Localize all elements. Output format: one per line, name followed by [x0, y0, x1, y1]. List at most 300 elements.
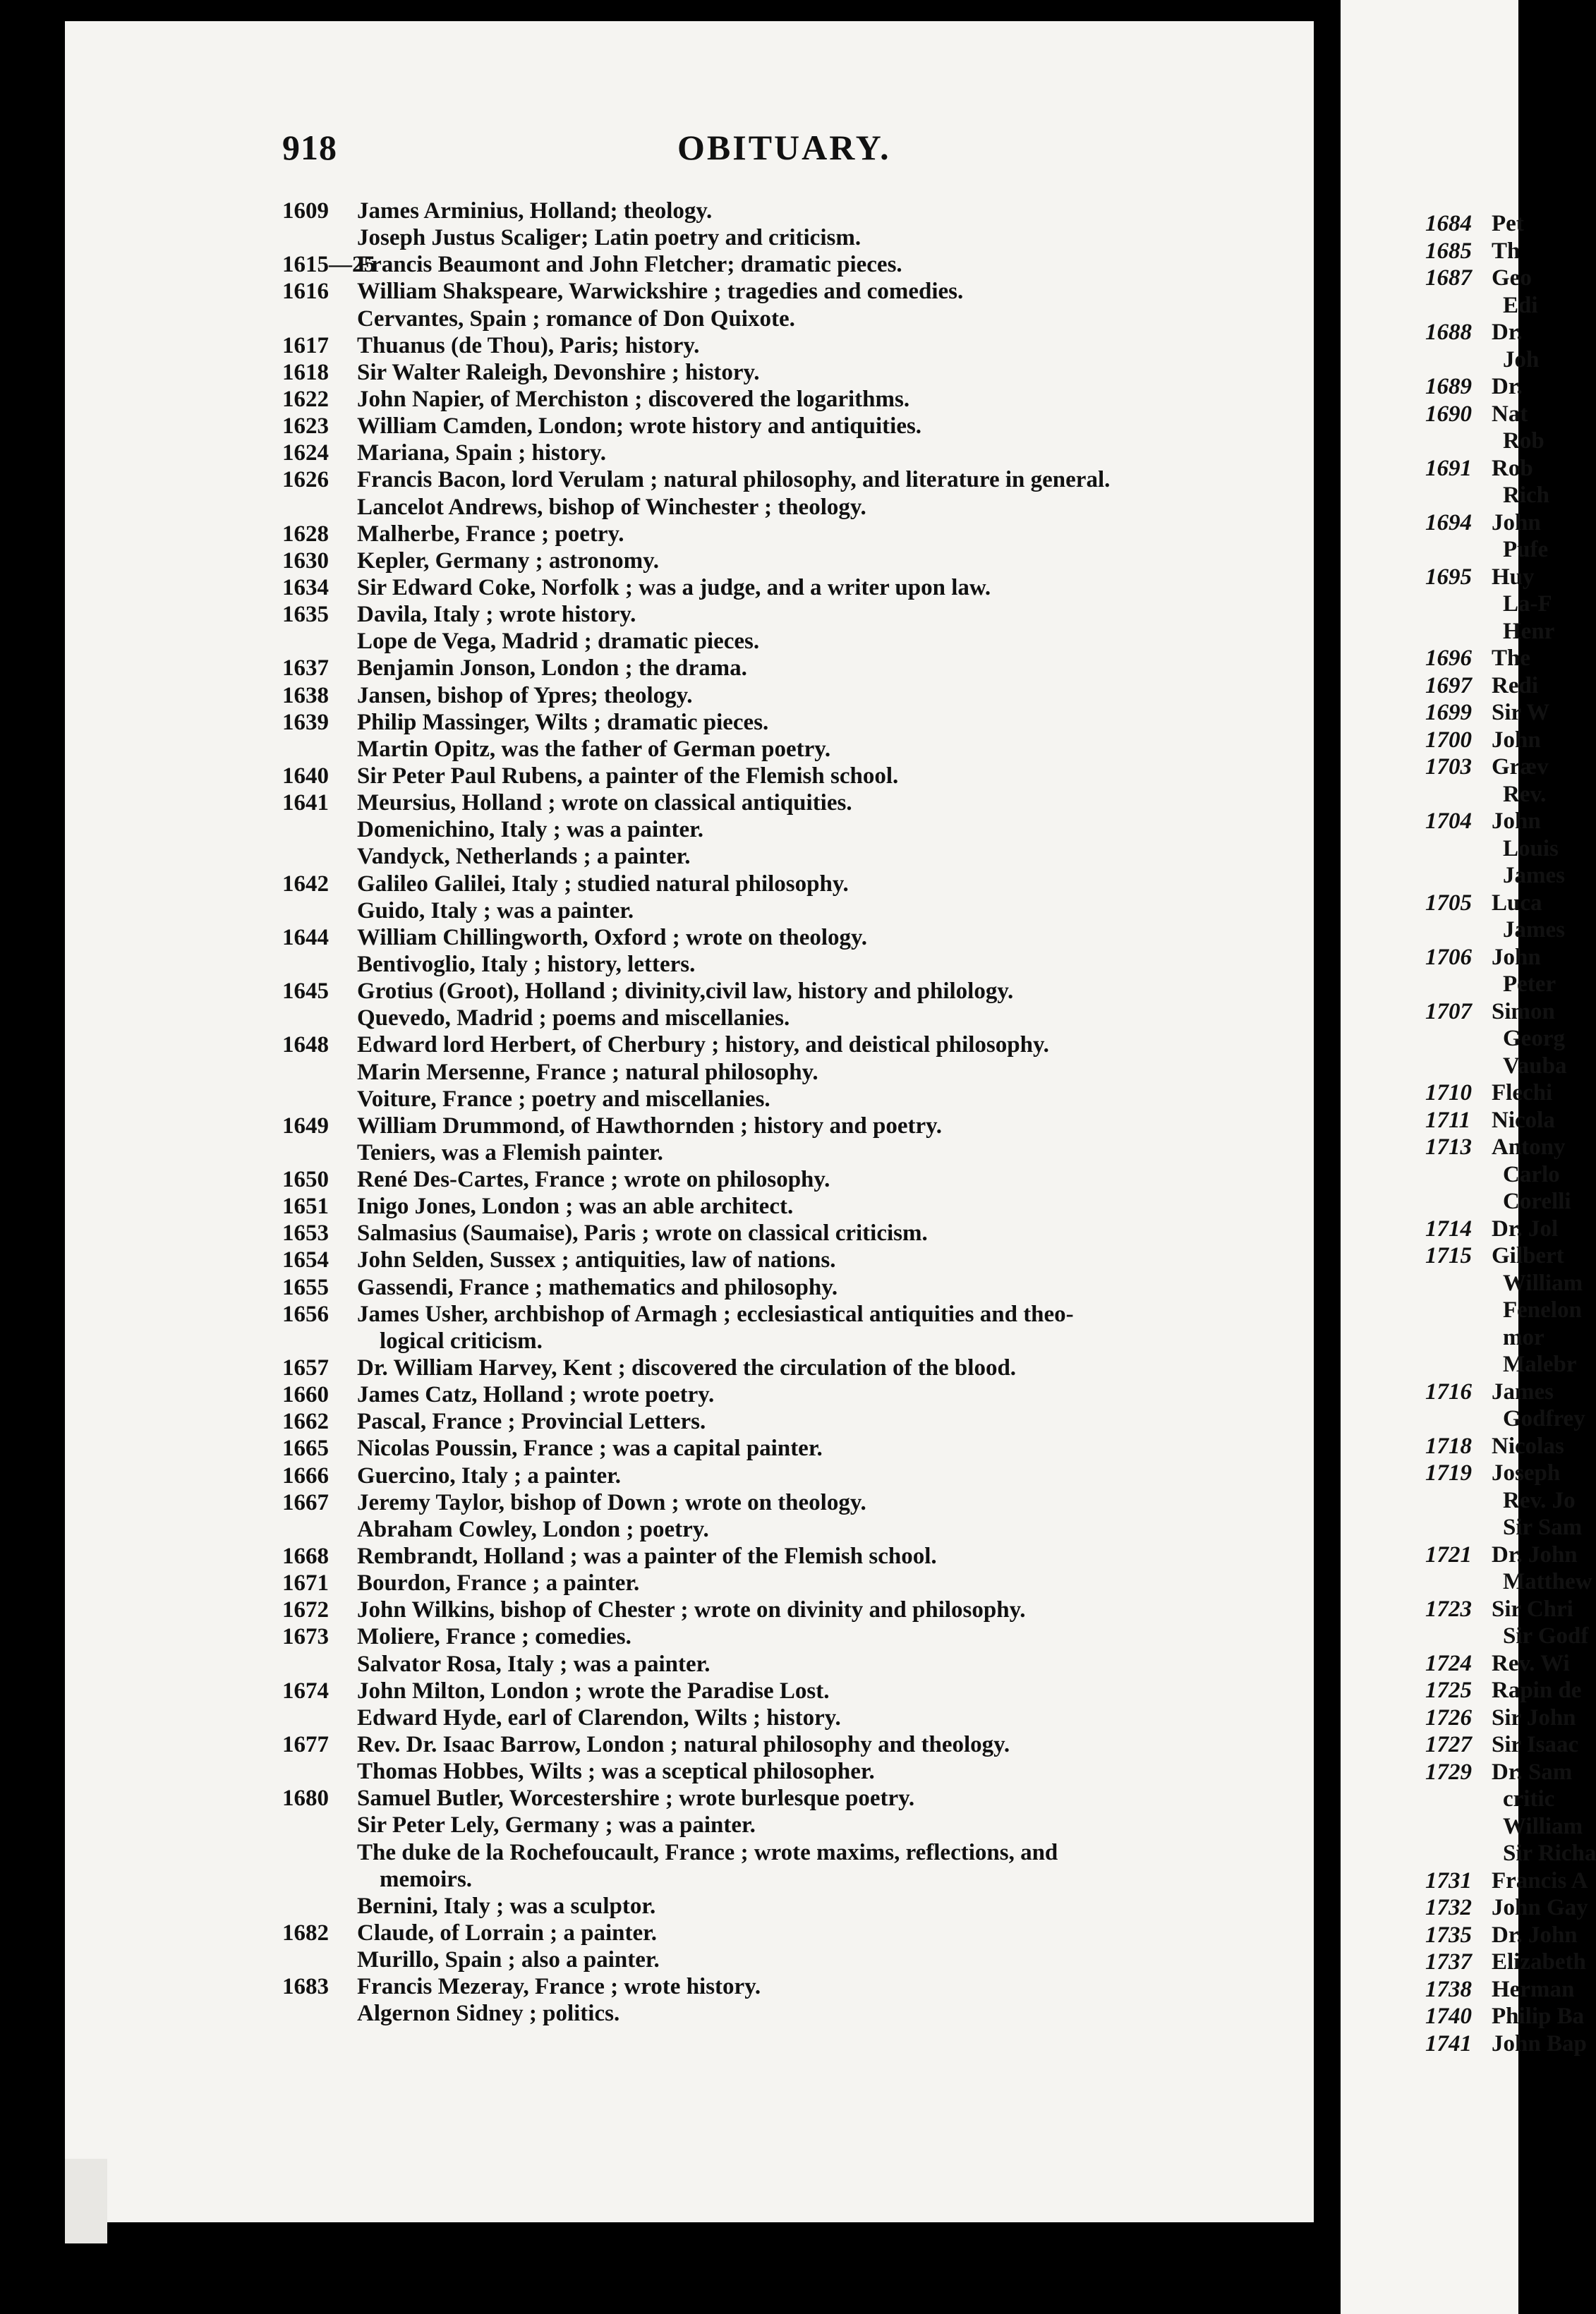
entry-text: Peter — [1503, 971, 1556, 997]
facing-page-entries — [1341, 210, 1596, 2057]
entry-row — [282, 1193, 1256, 1220]
entry-text: Corelli — [1503, 1189, 1571, 1214]
entry-row — [282, 789, 1256, 816]
entry-row — [1341, 455, 1533, 483]
entry-text: William Chillingworth, Oxford ; wrote on theology. — [357, 924, 867, 950]
entry-row — [282, 951, 1256, 978]
entry-row — [1341, 1025, 1565, 1053]
entry-text: Huy — [1492, 564, 1535, 590]
entry-row — [282, 978, 1256, 1005]
entry-text: Sir Walter Raleigh, Devonshire ; history. — [357, 359, 760, 385]
entry-row — [282, 1973, 1256, 2000]
entry-row — [282, 1893, 1256, 1920]
entry-year: 1690 — [1425, 401, 1472, 427]
entry-year: 1626 — [282, 467, 329, 493]
entry-text: Rev. Dr. Isaac Barrow, London ; natural philosophy and theology. — [357, 1732, 1010, 1758]
entry-text: Rob — [1492, 455, 1533, 481]
entry-row — [1341, 482, 1549, 509]
entry-text: William — [1503, 1813, 1583, 1839]
entry-text: James Arminius, Holland; theology. — [357, 198, 713, 224]
entry-text: Rev. Wi — [1492, 1650, 1570, 1676]
entry-text: Matthew — [1503, 1569, 1592, 1594]
entry-year: 1671 — [282, 1570, 329, 1597]
entry-year: 1628 — [282, 521, 329, 547]
entry-text: Dr. John — [1492, 1541, 1578, 1568]
entry-year: 1683 — [282, 1974, 329, 2000]
entry-row — [282, 359, 1256, 386]
entry-row — [1341, 238, 1521, 265]
entry-text: Jansen, bishop of Ypres; theology. — [357, 682, 693, 708]
entry-text: Sir Godf — [1503, 1623, 1589, 1649]
entry-year: 1724 — [1425, 1650, 1472, 1676]
entry-year: 1634 — [282, 574, 329, 600]
entry-row — [1341, 1079, 1553, 1107]
entry-text: Luca — [1492, 890, 1542, 916]
entry-text: Nicola — [1492, 1107, 1555, 1133]
entry-row — [1341, 2030, 1587, 2058]
entry-year: 1622 — [282, 386, 329, 412]
entry-row — [282, 1946, 1256, 1973]
entry-text: Sir Sam — [1503, 1515, 1583, 1540]
entry-row — [1341, 1922, 1578, 1949]
entry-text: Dr. — [1492, 320, 1523, 345]
entry-row — [282, 1812, 1256, 1839]
entry-row — [282, 466, 1256, 493]
entry-row — [282, 1839, 1256, 1866]
entry-row — [282, 251, 1256, 278]
entry-row — [282, 736, 1256, 763]
entry-row — [1341, 672, 1538, 700]
entry-row — [282, 413, 1256, 440]
entry-row — [1341, 862, 1565, 890]
entry-text: Edward lord Herbert, of Cherbury ; history, and deistical philosophy. — [357, 1032, 1049, 1058]
entry-text: Francis Mezeray, France ; wrote history. — [357, 1974, 761, 2000]
page-number: 918 — [282, 128, 337, 167]
entry-year: 1624 — [282, 440, 329, 466]
entry-row — [1341, 1704, 1576, 1732]
entry-row — [282, 1785, 1256, 1812]
entry-text: James Usher, archbishop of Armagh ; ecclesiastical antiquities and theo- — [357, 1301, 1074, 1327]
entry-year: 1695 — [1425, 564, 1472, 590]
entry-row — [282, 521, 1256, 547]
entry-year: 1673 — [282, 1624, 329, 1650]
entry-text: Philip Massinger, Wilts ; dramatic pieces. — [357, 709, 769, 735]
entry-year: 1654 — [282, 1247, 329, 1273]
entry-row — [1341, 1161, 1560, 1189]
entry-text: Moliere, France ; comedies. — [357, 1624, 631, 1650]
entry-text: Jeremy Taylor, bishop of Down ; wrote on theology. — [357, 1489, 866, 1515]
entry-text: The — [1492, 646, 1531, 671]
entry-year: 1653 — [282, 1220, 329, 1247]
entry-row — [1341, 1487, 1576, 1515]
entry-text: Godfrey — [1503, 1406, 1585, 1431]
entry-text: Francis Bacon, lord Verulam ; natural philosophy, and literature in general. — [357, 467, 1111, 493]
obituary-entries — [282, 198, 1256, 2028]
entry-year: 1691 — [1425, 455, 1472, 481]
entry-year: 1740 — [1425, 2004, 1472, 2029]
entry-text: Louis — [1503, 835, 1559, 861]
entry-row — [1341, 590, 1552, 618]
entry-text: Georg — [1503, 1026, 1565, 1051]
entry-text: Rapin de — [1492, 1678, 1582, 1703]
entry-year: 1637 — [282, 655, 329, 682]
entry-year: 1688 — [1425, 320, 1472, 345]
entry-year: 1666 — [282, 1462, 329, 1489]
entry-row — [282, 574, 1256, 601]
entry-row — [1341, 1568, 1592, 1596]
entry-row — [282, 816, 1256, 843]
entry-row — [282, 871, 1256, 897]
entry-text: Bourdon, France ; a painter. — [357, 1570, 640, 1597]
entry-text: La-F — [1503, 591, 1552, 617]
entry-text: Mariana, Spain ; history. — [357, 440, 606, 466]
entry-row — [282, 843, 1256, 870]
entry-text: Cervantes, Spain ; romance of Don Quixote. — [357, 305, 795, 332]
entry-row — [1341, 2003, 1585, 2030]
entry-row — [1341, 1134, 1566, 1161]
entry-year: 1716 — [1425, 1379, 1472, 1405]
entry-year: 1685 — [1425, 238, 1472, 264]
entry-row — [282, 224, 1256, 251]
entry-year: 1665 — [282, 1436, 329, 1462]
entry-year: 1741 — [1425, 2030, 1472, 2056]
entry-text: Rev. Jo — [1503, 1487, 1576, 1513]
entry-text: Pascal, France ; Provincial Letters. — [357, 1409, 706, 1435]
entry-text: Pet — [1492, 211, 1524, 236]
entry-row — [1341, 509, 1541, 537]
entry-row — [1341, 1541, 1578, 1569]
entry-text: William Shakspeare, Warwickshire ; tragedies and comedies. — [357, 279, 964, 305]
entry-year: 1682 — [282, 1920, 329, 1946]
entry-text: Geo — [1492, 265, 1532, 291]
entry-text: Dr. — [1492, 374, 1523, 399]
entry-text: Nat — [1492, 401, 1528, 427]
entry-year: 1617 — [282, 332, 329, 358]
entry-row — [1341, 292, 1538, 320]
entry-text: Carlo — [1503, 1161, 1560, 1187]
entry-row — [282, 1651, 1256, 1678]
entry-text: Voiture, France ; poetry and miscellanies. — [357, 1086, 770, 1112]
entry-text: Elizabeth — [1492, 1949, 1586, 1975]
entry-year: 1630 — [282, 547, 329, 574]
entry-row — [1341, 1107, 1555, 1134]
entry-text: Lope de Vega, Madrid ; dramatic pieces. — [357, 629, 760, 655]
entry-text: Th — [1492, 238, 1521, 264]
entry-text: Rev. — [1503, 781, 1547, 807]
entry-year: 1697 — [1425, 672, 1472, 698]
entry-row — [1341, 998, 1555, 1026]
entry-row — [1341, 1053, 1567, 1080]
entry-text: Nicolas Poussin, France ; was a capital painter. — [357, 1436, 823, 1462]
entry-text: Claude, of Lorrain ; a painter. — [357, 1920, 658, 1946]
entry-row — [282, 386, 1256, 413]
entry-text: Rob — [1503, 428, 1544, 454]
entry-row — [282, 1139, 1256, 1166]
entry-text: Grotius (Groot), Holland ; divinity,civil law, history and philology. — [357, 979, 1014, 1005]
entry-row — [1341, 1270, 1583, 1297]
entry-year: 1639 — [282, 709, 329, 735]
entry-year: 1660 — [282, 1382, 329, 1408]
entry-year: 1657 — [282, 1355, 329, 1381]
entry-year: 1689 — [1425, 374, 1472, 399]
entry-year: 1729 — [1425, 1759, 1472, 1785]
entry-year: 1656 — [282, 1301, 329, 1327]
entry-text: Murillo, Spain ; also a painter. — [357, 1947, 660, 1973]
entry-text: Sir Richa — [1503, 1841, 1596, 1866]
entry-row — [282, 1408, 1256, 1435]
entry-text: Algernon Sidney ; politics. — [357, 2001, 620, 2027]
entry-year: 1635 — [282, 602, 329, 628]
entry-row — [1341, 1379, 1554, 1406]
entry-text: Marin Mersenne, France ; natural philosophy. — [357, 1059, 818, 1085]
entry-row — [1341, 1894, 1588, 1922]
entry-row — [1341, 1514, 1583, 1541]
entry-row — [1341, 210, 1524, 238]
entry-year: 1655 — [282, 1274, 329, 1300]
entry-year: 1699 — [1425, 700, 1472, 725]
entry-text: Nicolas — [1492, 1433, 1564, 1459]
entry-row — [1341, 835, 1559, 863]
entry-row — [282, 1220, 1256, 1247]
entry-text: John Napier, of Merchiston ; discovered the logarithms. — [357, 386, 910, 412]
entry-year: 1668 — [282, 1544, 329, 1570]
entry-row — [1341, 536, 1549, 564]
entry-text: Martin Opitz, was the father of German poetry. — [357, 736, 831, 762]
entry-text: Malherbe, France ; poetry. — [357, 521, 624, 547]
entry-text: mor — [1503, 1324, 1544, 1350]
entry-year: 1618 — [282, 359, 329, 385]
entry-row — [1341, 319, 1523, 346]
entry-year: 1680 — [282, 1786, 329, 1812]
entry-row — [282, 1678, 1256, 1704]
entry-text: Fenelon — [1503, 1297, 1582, 1323]
entry-year: 1696 — [1425, 646, 1472, 671]
entry-year: 1677 — [282, 1732, 329, 1758]
entry-text: Galileo Galilei, Italy ; studied natural philosophy. — [357, 871, 849, 897]
entry-text: Thuanus (de Thou), Paris; history. — [357, 332, 700, 358]
entry-row — [1341, 1216, 1559, 1243]
entry-text: The duke de la Rochefoucault, France ; wrote maxims, reflections, and — [357, 1839, 1058, 1865]
entry-year: 1684 — [1425, 211, 1472, 236]
entry-year: 1703 — [1425, 754, 1472, 780]
entry-row — [1341, 1405, 1585, 1433]
entry-row — [282, 924, 1256, 951]
entry-text: critic — [1503, 1786, 1555, 1812]
entry-text: Philip Ba — [1492, 2004, 1585, 2029]
entry-row — [282, 440, 1256, 466]
entry-year: 1672 — [282, 1597, 329, 1623]
entry-year: 1737 — [1425, 1949, 1472, 1975]
entry-row — [1341, 1297, 1582, 1324]
entry-year: 1674 — [282, 1678, 329, 1704]
entry-row — [1341, 265, 1532, 292]
entry-row — [1341, 401, 1528, 428]
entry-text: Sir W — [1492, 700, 1550, 725]
entry-row — [1341, 1242, 1564, 1270]
entry-text: logical criticism. — [380, 1328, 543, 1354]
entry-row — [1341, 645, 1531, 672]
entry-row — [1341, 1324, 1544, 1352]
entry-year: 1642 — [282, 871, 329, 897]
entry-row — [282, 198, 1256, 224]
entry-text: Salmasius (Saumaise), Paris ; wrote on classical criticism. — [357, 1220, 928, 1247]
entry-row — [1341, 1623, 1589, 1650]
entry-row — [282, 897, 1256, 924]
entry-year: 1735 — [1425, 1922, 1472, 1948]
entry-row — [1341, 808, 1541, 835]
entry-text: Antony — [1492, 1134, 1566, 1160]
entry-year: 1687 — [1425, 265, 1472, 291]
entry-text: Joseph — [1492, 1460, 1561, 1486]
entry-row — [282, 1758, 1256, 1785]
entry-text: John Gay — [1492, 1895, 1588, 1920]
entry-row — [1341, 727, 1541, 754]
entry-row — [1341, 1759, 1573, 1786]
entry-text: Domenichino, Italy ; was a painter. — [357, 817, 704, 843]
entry-text: Abraham Cowley, London ; poetry. — [357, 1516, 709, 1542]
entry-text: Meursius, Holland ; wrote on classical antiquities. — [357, 790, 852, 816]
entry-year: 1700 — [1425, 727, 1472, 753]
entry-row — [1341, 781, 1547, 808]
entry-row — [1341, 428, 1544, 455]
entry-text: Bernini, Italy ; was a sculptor. — [357, 1893, 656, 1919]
entry-row — [282, 494, 1256, 521]
entry-row — [1341, 1188, 1571, 1216]
entry-row — [1341, 1976, 1575, 2004]
entry-text: James — [1503, 863, 1565, 888]
entry-text: Rembrandt, Holland ; was a painter of the Flemish school. — [357, 1544, 937, 1570]
entry-text: Dr. Sam — [1492, 1759, 1573, 1785]
entry-text: Flechi — [1492, 1080, 1553, 1105]
entry-text: Guercino, Italy ; a painter. — [357, 1462, 622, 1489]
entry-row — [282, 1489, 1256, 1516]
entry-row — [282, 1570, 1256, 1597]
entry-row — [282, 1462, 1256, 1489]
entry-text: John Wilkins, bishop of Chester ; wrote on divinity and philosophy. — [357, 1597, 1026, 1623]
entry-year: 1723 — [1425, 1596, 1472, 1622]
entry-row — [282, 1328, 1256, 1355]
entry-text: Edward Hyde, earl of Clarendon, Wilts ; history. — [357, 1704, 841, 1731]
entry-text: Inigo Jones, London ; was an able architect. — [357, 1194, 794, 1220]
entry-row — [1341, 890, 1542, 917]
entry-row — [1341, 1840, 1596, 1867]
entry-text: John Bap — [1492, 2030, 1587, 2056]
entry-text: William Drummond, of Hawthornden ; history and poetry. — [357, 1113, 943, 1139]
entry-text: William — [1503, 1270, 1583, 1296]
entry-year: 1704 — [1425, 808, 1472, 834]
entry-row — [282, 1731, 1256, 1758]
entry-row — [1341, 1867, 1588, 1895]
entry-row — [1341, 1949, 1586, 1976]
entry-text: John — [1492, 808, 1541, 834]
entry-text: Kepler, Germany ; astronomy. — [357, 547, 660, 574]
entry-text: memoirs. — [380, 1866, 473, 1892]
entry-row — [1341, 971, 1556, 998]
entry-row — [1341, 564, 1535, 591]
entry-text: Francis Beaumont and John Fletcher; dramatic pieces. — [357, 252, 902, 278]
entry-year: 1616 — [282, 279, 329, 305]
entry-year: 1721 — [1425, 1541, 1472, 1568]
entry-row — [282, 628, 1256, 655]
entry-row — [282, 1516, 1256, 1543]
entry-row — [1341, 346, 1540, 374]
entry-row — [282, 1086, 1256, 1113]
entry-text: Malebr — [1503, 1352, 1577, 1377]
entry-text: Guido, Italy ; was a painter. — [357, 897, 634, 923]
entry-year: 1731 — [1425, 1867, 1472, 1894]
entry-year: 1726 — [1425, 1704, 1472, 1731]
entry-row — [1341, 1433, 1564, 1460]
entry-year: 1725 — [1425, 1678, 1472, 1703]
entry-row — [282, 332, 1256, 359]
entry-year: 1694 — [1425, 509, 1472, 535]
entry-year: 1667 — [282, 1489, 329, 1515]
entry-row — [282, 1247, 1256, 1273]
entry-text: James — [1492, 1379, 1554, 1405]
page-edge — [65, 2159, 107, 2243]
entry-row — [282, 655, 1256, 682]
entry-row — [282, 1113, 1256, 1139]
entry-text: Salvator Rosa, Italy ; was a painter. — [357, 1651, 711, 1677]
entry-year: 1732 — [1425, 1895, 1472, 1920]
entry-row — [282, 305, 1256, 332]
entry-row — [1341, 618, 1555, 646]
facing-page — [1341, 0, 1596, 2314]
entry-text: Dr. Jol — [1492, 1216, 1559, 1242]
entry-row — [282, 1301, 1256, 1328]
entry-row — [282, 1704, 1256, 1731]
entry-year: 1615—25 — [282, 252, 375, 278]
entry-text: Rich — [1503, 483, 1549, 508]
entry-text: Vauba — [1503, 1053, 1567, 1079]
entry-text: John Milton, London ; wrote the Paradise Lost. — [357, 1678, 830, 1704]
entry-text: Teniers, was a Flemish painter. — [357, 1139, 663, 1165]
entry-text: John — [1492, 944, 1541, 970]
entry-text: Joseph Justus Scaliger; Latin poetry and criticism. — [357, 225, 862, 251]
entry-year: 1609 — [282, 198, 329, 224]
entry-row — [282, 1435, 1256, 1462]
entry-year: 1662 — [282, 1409, 329, 1435]
entry-text: Samuel Butler, Worcestershire ; wrote burlesque poetry. — [357, 1786, 915, 1812]
entry-row — [1341, 699, 1550, 727]
entry-row — [282, 2000, 1256, 2027]
page-header — [282, 127, 1284, 176]
entry-year: 1705 — [1425, 890, 1472, 916]
entry-text: Græv — [1492, 754, 1549, 780]
entry-row — [1341, 944, 1541, 971]
entry-text: Lancelot Andrews, bishop of Winchester ; theology. — [357, 494, 866, 520]
running-title: OBITUARY. — [677, 128, 891, 167]
entry-text: Sir Isaac — [1492, 1732, 1579, 1757]
entry-year: 1713 — [1425, 1134, 1472, 1160]
entry-year: 1727 — [1425, 1732, 1472, 1757]
entry-row — [1341, 1351, 1577, 1379]
entry-year: 1623 — [282, 413, 329, 440]
entry-row — [1341, 1786, 1555, 1813]
entry-row — [282, 1381, 1256, 1408]
entry-row — [1341, 753, 1549, 781]
entry-row — [1341, 1596, 1573, 1623]
entry-year: 1706 — [1425, 944, 1472, 970]
entry-year: 1710 — [1425, 1080, 1472, 1105]
entry-row — [282, 1355, 1256, 1381]
entry-text: Dr. John — [1492, 1922, 1578, 1948]
entry-year: 1711 — [1425, 1107, 1471, 1133]
entry-text: Gassendi, France ; mathematics and philosophy. — [357, 1274, 838, 1300]
entry-year: 1640 — [282, 763, 329, 789]
entry-text: John Selden, Sussex ; antiquities, law of nations. — [357, 1247, 836, 1273]
entry-year: 1651 — [282, 1194, 329, 1220]
